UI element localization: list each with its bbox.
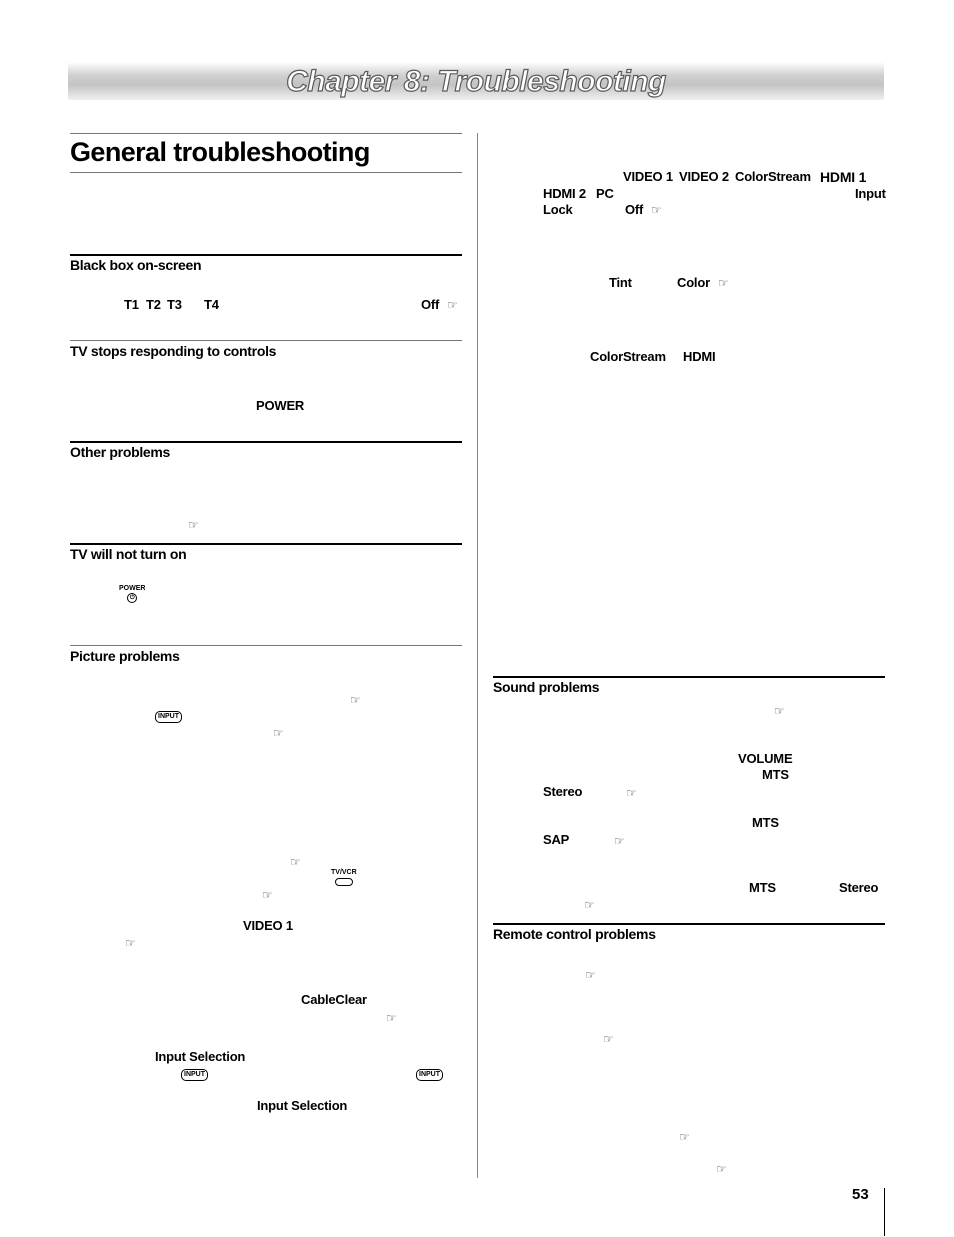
- text-hdmi: HDMI: [683, 349, 716, 364]
- text-volume: VOLUME: [738, 751, 793, 766]
- text-color: Color: [677, 275, 710, 290]
- reference-icon: ☞: [716, 1162, 727, 1176]
- reference-icon: ☞: [350, 693, 361, 707]
- heading-picture-problems: Picture problems: [70, 648, 180, 664]
- divider: [70, 441, 462, 443]
- reference-icon: ☞: [603, 1032, 614, 1046]
- text-off: Off: [421, 297, 440, 312]
- heading-sound-problems: Sound problems: [493, 679, 600, 695]
- text-video1: VIDEO 1: [623, 169, 673, 184]
- tvvcr-button-label: TV/VCR: [331, 869, 357, 876]
- power-symbol-icon: ⏻: [127, 593, 137, 603]
- reference-icon: ☞: [626, 786, 637, 800]
- heading-will-not-turn-on: TV will not turn on: [70, 546, 187, 562]
- text-stereo: Stereo: [543, 784, 583, 799]
- chapter-header-bar: [68, 62, 884, 100]
- text-hdmi2: HDMI 2: [543, 186, 586, 201]
- text-hdmi1: HDMI 1: [820, 169, 867, 185]
- chapter-title: Chapter 8: Troubleshooting: [286, 65, 666, 98]
- divider: [70, 645, 462, 646]
- reference-icon: ☞: [651, 203, 662, 217]
- text-mts: MTS: [762, 767, 789, 782]
- reference-icon: ☞: [584, 898, 595, 912]
- heading-stops-responding: TV stops responding to controls: [70, 343, 277, 359]
- text-power: POWER: [256, 398, 305, 413]
- heading-remote-problems: Remote control problems: [493, 926, 656, 942]
- divider: [493, 923, 885, 925]
- reference-icon: ☞: [290, 855, 301, 869]
- reference-icon: ☞: [188, 518, 199, 532]
- input-button-icon: INPUT: [155, 711, 182, 723]
- reference-icon: ☞: [614, 834, 625, 848]
- divider: [493, 676, 885, 678]
- heading-black-box: Black box on-screen: [70, 257, 202, 273]
- column-divider: [477, 133, 478, 1178]
- divider: [70, 172, 462, 173]
- text-off: Off: [625, 202, 644, 217]
- text-input-selection: Input Selection: [155, 1049, 246, 1064]
- text-colorstream: ColorStream: [735, 169, 811, 184]
- text-input-selection: Input Selection: [257, 1098, 348, 1113]
- reference-icon: ☞: [679, 1130, 690, 1144]
- text-cableclear: CableClear: [301, 992, 367, 1007]
- tvvcr-button-icon: [331, 869, 357, 886]
- reference-icon: ☞: [386, 1011, 397, 1025]
- page-number-rule: [884, 1188, 885, 1236]
- text-colorstream: ColorStream: [590, 349, 666, 364]
- text-stereo: Stereo: [839, 880, 879, 895]
- reference-icon: ☞: [585, 968, 596, 982]
- input-button-icon: INPUT: [181, 1069, 208, 1081]
- power-button-label: POWER: [119, 585, 146, 592]
- power-button-icon: [119, 585, 145, 603]
- text-t3: T3: [167, 297, 182, 312]
- reference-icon: ☞: [273, 726, 284, 740]
- reference-icon: ☞: [262, 888, 273, 902]
- heading-other-problems: Other problems: [70, 444, 171, 460]
- text-tint: Tint: [609, 275, 632, 290]
- reference-icon: ☞: [125, 936, 136, 950]
- page-number: 53: [852, 1186, 869, 1203]
- section-title: General troubleshooting: [70, 137, 370, 167]
- text-t4: T4: [204, 297, 219, 312]
- text-video2: VIDEO 2: [679, 169, 729, 184]
- divider: [70, 254, 462, 256]
- text-video1: VIDEO 1: [243, 918, 293, 933]
- reference-icon: ☞: [447, 298, 458, 312]
- divider: [70, 543, 462, 545]
- divider: [70, 340, 462, 341]
- text-t1: T1: [124, 297, 139, 312]
- reference-icon: ☞: [774, 704, 785, 718]
- text-sap: SAP: [543, 832, 570, 847]
- reference-icon: ☞: [718, 276, 729, 290]
- divider: [70, 133, 462, 134]
- input-button-icon: INPUT: [416, 1069, 443, 1081]
- text-t2: T2: [146, 297, 161, 312]
- text-mts: MTS: [752, 815, 779, 830]
- text-pc: PC: [596, 186, 614, 201]
- text-input: Input: [855, 186, 886, 201]
- text-lock: Lock: [543, 202, 573, 217]
- text-mts: MTS: [749, 880, 776, 895]
